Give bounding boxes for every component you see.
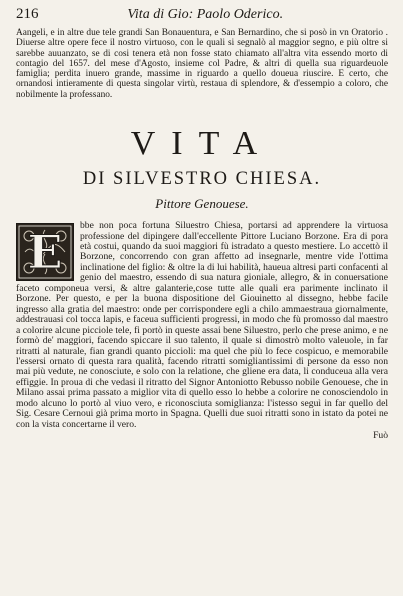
running-title: Vita di Gio: Paolo Oderico.	[127, 7, 284, 22]
life-title: VITA	[130, 125, 274, 163]
life-subject: DI SILVESTRO CHIESA.	[82, 169, 322, 190]
life-role: Pittore Genouese.	[155, 196, 249, 212]
page-header	[16, 6, 388, 28]
biography-text: bbe non poca fortuna Siluestro Chiesa, portarsi ad apprendere la virtuosa professione del dipingere dall'eccellente Pittore Luciano Borzone. Era di pora età costui, quando da suoi maggiori fù istradato a questo mestiere. Lo accettò il Borzone, concorrendo con gran affetto ad insegnarle, mentre vide l'ottima inclinatione del figlio: & oltre la di lui habilità, haueua altresi parti confacenti al genio del maestro, essendo di sua natura gioniale, allegro, & in conuersatione faceto componeua versi, & altre galanterie,cose tutte alle quali era parimente inclinato il Borzone. Per questo, e per la buona dispositione del Giouinetto al dissegno, hebbe facile ingresso alla gratia del maestro: onde per corrispondere egli a chilo ammaestraua giornalmente, addestrauasi col tocca lapis, e faceua sufficienti progressi, in modo che fù promosso dal maestro a colorire alcune picciole tele, fi portò in queste assai bene Siluestro, perlo che prese animo, e ne formò de' maggiori, facendo spiccare il suo talento, il quale si dimostrò molto valeuole, in far ritratti al naturale, fian grandi quanto piccioli: ma quel che più lo fece cospicuo, e memorabile l'essersi ornato di questa rara qualità, facendo ritratti somigliantissimi di persone da esso non mai più vedute, ne conosciute, e solo con la relatione, che gliene era data, li conduceua alla vera effiggie. In proua di che vedasi il ritratto del Signor Antoniotto Rebusso nobile Genouese, che in Milano assai prima passato a miglior vita di quello esso lo hebbe a colorire ne conosciendolo in modo alcuno lo portò al viuo vero, e riconosciuta somiglianza: l'istesso seguì in far quello del Sig. Cesare Cernoui già prima morto in Spagna. Quelli due suoi ritratti sono in istato da potei ne con la vista concertarne il vero.	[16, 220, 388, 430]
initial-letter: E	[27, 225, 63, 280]
previous-paragraph: Aangeli, e in altre due tele grandi San Bonauentura, e San Bernardino, che si posò in vn Oratorio . Diuerse altre opere fece il nostro virtuoso, con le quali si segnalò al maggior segno, e più oltre si sarebbe auuanzato, se di cosi tenera età non fosse stato chiamato all'altra vita essendo morto di contagio del 1657. del mese d'Agosto, insieme col Padre, & altri di quella sua riguardeuole famiglia; perdita inuero grande, massime in riguardo a quello doueua riuscire. E certo, che ornandosi intieramente di questa singolar virtù, restaua di splendore, & d'essempio a coloro, che nobilmente la professano.	[16, 28, 388, 100]
biography-body	[16, 221, 388, 442]
catchword: Fuò	[373, 430, 388, 442]
previous-biography-ending	[16, 28, 388, 100]
page-number: 216	[16, 6, 39, 22]
decorated-initial	[16, 223, 74, 281]
